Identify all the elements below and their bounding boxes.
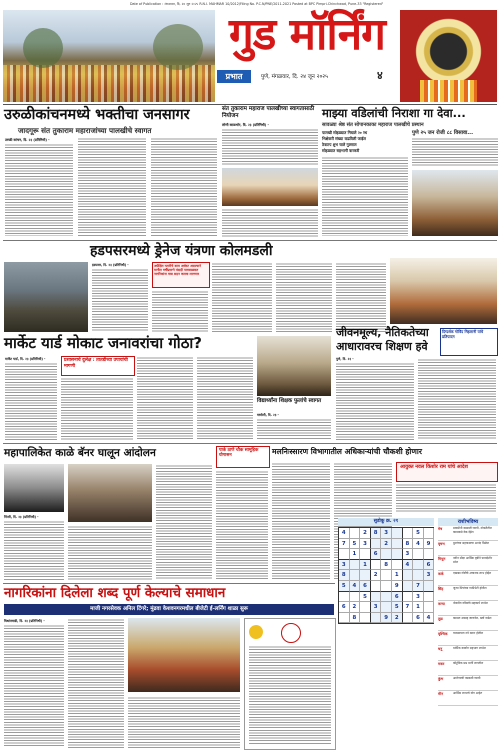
mazya-vadil-list-item: सोहळ्यात सहभागी वारकरी <box>322 148 360 153</box>
jeevanmulya-side <box>440 328 498 356</box>
palkhi-body-col2 <box>78 137 146 236</box>
rashi-text: जुन्या मित्रांच्या गाठीभेटी होतील <box>453 586 487 590</box>
market-yard-body-col3 <box>137 356 193 440</box>
sudoku-cell <box>403 592 414 603</box>
sudoku-cell: 8 <box>381 560 392 571</box>
pune-vari-headline: पुणे २५ जन रोजी ८८ विसावा... <box>412 130 474 136</box>
masthead-brand: प्रभात <box>225 72 243 81</box>
market-yard-sidebox <box>61 356 135 376</box>
sudoku-cell: 7 <box>339 539 350 550</box>
rashi-sign: वृषभ <box>438 542 445 546</box>
rashi-item <box>438 586 498 601</box>
nagarikanna-photo <box>128 618 240 692</box>
masthead-photo-crowd <box>3 10 215 102</box>
rashi-item <box>438 601 498 616</box>
rashi-text: कामात उत्साह जाणवेल, खर्च वाढेल <box>453 616 492 620</box>
rashi-item <box>438 661 498 676</box>
sudoku-cell: 8 <box>371 528 382 539</box>
sudoku-cell: 3 <box>360 539 371 550</box>
rashi-sign: धनु <box>438 647 443 651</box>
sudoku-cell <box>403 570 414 581</box>
sudoku-cell: 4 <box>413 539 424 550</box>
rashi-sign: मिथुन <box>438 557 446 561</box>
sudoku-cell <box>339 592 350 603</box>
rashi-sign: कर्क <box>438 572 444 576</box>
sudoku-cell <box>350 570 361 581</box>
sudoku-cell: 2 <box>350 602 361 613</box>
sudoku-cell <box>403 528 414 539</box>
sudoku-cell: 3 <box>424 570 435 581</box>
nagarikanna-body-col1 <box>4 624 64 748</box>
jeevanmulya-byline: पुणे, दि. २३ - <box>336 357 354 361</box>
mazya-vadil-list <box>322 130 406 154</box>
sudoku-cell <box>424 592 435 603</box>
sudoku-cell <box>371 581 382 592</box>
palkhi-body-col1 <box>5 143 73 236</box>
mahapalika-photo2 <box>68 464 152 522</box>
market-yard-photo <box>257 336 331 396</box>
hadapsar-body-col1 <box>92 268 148 332</box>
hadapsar-box-text: अपेक्षित गटारीचे काम अर्धवट असल्याने मागील वर्षीप्रमाणे यंदाही पावसाळ्यात नागरिकांना त्रास सहन करावा लागणार <box>154 264 201 277</box>
malnisaran-box-text: आयुक्त नवल किशोर राम यांचे आदेश <box>400 464 468 470</box>
sudoku-cell <box>339 549 350 560</box>
nagarikanna-subhead: माजी नगरसेवक अनिल टिंगरे; मुंढवा केशवनगरमधील बीजेटी ई-लर्निंग शाळा सुरू <box>90 606 248 612</box>
sant-tukaram-body <box>222 128 318 166</box>
vidyarthi-byline: वाघोली, दि. २३ - <box>257 413 279 417</box>
mahapalika-body-col1 <box>4 520 64 580</box>
rashi-sign: तूळ <box>438 617 443 621</box>
rashi-text: धार्मिक कार्यात सहभाग लाभेल <box>453 646 486 650</box>
rashi-text: कौटुंबिक प्रश्न मार्गी लागतील <box>453 661 484 665</box>
nagarikanna-body-col3 <box>128 696 240 748</box>
sant-tukaram-byline: लोणी काळभोर, दि. २३ (प्रतिनिधी) - <box>222 123 269 127</box>
malnisaran-headline: मलनिःस्सारण विभागातील अधिकाऱ्यांची चौकशी होणार <box>272 447 422 456</box>
sudoku-cell: 9 <box>381 613 392 624</box>
mazya-vadil-list-item: भिक्षेकरी संख्या वाढविली जाईल <box>322 136 366 141</box>
mazya-vadil-list-item: पालखी सोहळ्यात निघाले २० रथ <box>322 130 368 135</box>
sudoku-cell: 8 <box>339 570 350 581</box>
rashi-sign: मकर <box>438 662 445 666</box>
rashi-title: राशीभविष्य <box>438 518 498 526</box>
sudoku-cell: 4 <box>350 581 361 592</box>
rashi <box>438 518 498 696</box>
rashi-item <box>438 631 498 646</box>
sudoku-cell <box>403 581 414 592</box>
sudoku-grid <box>338 527 434 624</box>
rashi-item <box>438 541 498 556</box>
sudoku-cell: 4 <box>424 613 435 624</box>
rashi-item <box>438 646 498 661</box>
hadapsar-body-col4 <box>276 262 332 332</box>
sant-tukaram-headline: संत तुकाराम महाराज पालखीच्या स्वागतासाठी नियोजन <box>222 106 315 119</box>
sant-tukaram-photo <box>222 168 318 206</box>
sudoku-cell <box>350 528 361 539</box>
nagarikanna-byline: विश्रांतवाडी, दि. २३ (प्रतिनिधी) - <box>4 619 45 623</box>
rashi-text: नोकरीत वरिष्ठांचे सहकार्य लाभेल <box>453 601 488 605</box>
mahapalika-headline: महापालिकेत काळे बॅनर घालून आंदोलन <box>4 447 156 459</box>
sudoku-cell: 4 <box>339 528 350 539</box>
rashi-item <box>438 676 498 691</box>
sudoku-cell: 3 <box>371 602 382 613</box>
masthead-dateline: पुणे, मंगळवार, दि. २४ जून २०२५ <box>261 74 329 80</box>
rashi-text: प्रवासीनी काळजी घ्यावी, नोकरीतील कामाकडे वेळ देईल <box>453 526 492 534</box>
sudoku-cell: 5 <box>339 581 350 592</box>
sudoku-cell: 5 <box>360 592 371 603</box>
mahapalika-body-col3 <box>156 464 212 580</box>
vidyarthi-headline: विद्यार्थ्यांना शिक्षक फुलांचे स्वागत <box>257 398 322 404</box>
sudoku-cell: 5 <box>413 528 424 539</box>
sudoku-cell <box>360 602 371 613</box>
masthead <box>217 10 397 82</box>
rashi-sign: मीन <box>438 692 444 696</box>
page-number: ४ <box>377 69 383 82</box>
market-yard-sidebox-text: प्रशासनाचे दुर्लक्ष : तातडीच्या उपायांची मागणी <box>64 358 128 369</box>
rashi-sign: कुंभ <box>438 677 444 681</box>
rashi-item <box>438 526 498 541</box>
sudoku-cell <box>381 549 392 560</box>
sudoku-cell: 3 <box>403 549 414 560</box>
sudoku-cell <box>360 570 371 581</box>
sudoku-cell: 1 <box>350 549 361 560</box>
sudoku-cell <box>371 560 382 571</box>
sudoku-cell: 7 <box>413 581 424 592</box>
yoga-sidebox-text: पार्क ठाणे चौक सामूहिक योगासन <box>219 448 259 459</box>
sudoku-cell: 6 <box>413 613 424 624</box>
sudoku-cell <box>392 528 403 539</box>
sudoku-cell <box>403 613 414 624</box>
jeevanmulya-headline: जीवनमूल्य, नैतिकतेच्या आधारावरच शिक्षण हवे <box>336 326 429 353</box>
hadapsar-box <box>152 262 210 288</box>
mazya-vadil-list-item: ठेवाटप शुभ चाले गुल्लाल <box>322 142 357 147</box>
sudoku-cell: 1 <box>360 560 371 571</box>
jeevanmulya-photo <box>390 258 497 324</box>
sudoku-cell <box>392 549 403 560</box>
sudoku-cell <box>381 592 392 603</box>
sudoku-cell <box>360 549 371 560</box>
sudoku-cell: 1 <box>413 602 424 613</box>
sudoku-cell: 9 <box>424 539 435 550</box>
section-rule <box>3 583 335 584</box>
sudoku-cell <box>350 560 361 571</box>
rashi-text: मुलांच्या सहवासाचा आनंद मिळेल <box>453 541 489 545</box>
sudoku-cell <box>424 602 435 613</box>
sudoku-cell: 8 <box>403 539 414 550</box>
mazya-vadil-subhead: सावळ्या श्रेष्ठ संत सोपानकाका महाराज पालखीचे प्रस्थान <box>322 122 424 128</box>
market-yard-byline: मार्केट यार्ड, दि. २३ (प्रतिनिधी) - <box>5 357 46 361</box>
masthead-title: गुड मॉर्निंग <box>229 9 385 60</box>
hadapsar-body-col2 <box>152 290 208 332</box>
sudoku-cell <box>350 592 361 603</box>
rashi-sign: वृश्चिक <box>438 632 448 636</box>
yoga-sidebox <box>216 446 270 468</box>
sudoku-cell <box>371 613 382 624</box>
hadapsar-photo <box>4 262 88 332</box>
section-rule <box>3 240 497 241</box>
jeevanmulya-body-col1 <box>336 362 414 440</box>
malnisaran-box <box>396 462 498 482</box>
yoga-body <box>216 470 268 580</box>
sudoku-cell <box>371 592 382 603</box>
rashi-item <box>438 556 498 571</box>
masthead-brand-box <box>217 70 251 83</box>
sudoku-cell <box>424 581 435 592</box>
sudoku-cell <box>424 528 435 539</box>
sudoku-cell <box>413 560 424 571</box>
rashi-list <box>438 526 498 706</box>
palkhi-subhead: जादगूरू संत तुकाराम महाराजांच्या पालखीचे स्वागत <box>18 126 152 135</box>
sudoku-cell: 3 <box>413 592 424 603</box>
nagarikanna-headline: नागरिकांना दिलेला शब्द पूर्ण केल्याचे समाधान <box>4 586 226 601</box>
sudoku-cell: 9 <box>392 581 403 592</box>
sudoku-cell: 7 <box>403 602 414 613</box>
sudoku-cell: 2 <box>360 528 371 539</box>
sudoku-cell: 2 <box>371 570 382 581</box>
sudoku-title: सुडोकू क्र. २१ <box>338 518 434 526</box>
jeevanmulya-side-text: दिग्दर्शक गोविंद निहलानी यांचे प्रतिपादन <box>442 329 484 339</box>
sudoku-cell: 6 <box>339 602 350 613</box>
sudoku-cell: 3 <box>381 528 392 539</box>
notice-logo <box>249 625 263 639</box>
hadapsar-body-col5 <box>336 262 386 332</box>
mahapalika-body-col2 <box>68 525 152 580</box>
sudoku-cell: 5 <box>392 602 403 613</box>
hadapsar-body-col3 <box>212 262 272 332</box>
market-yard-body-col1 <box>5 362 57 440</box>
rashi-text: आरोग्याची काळजी घ्यावी <box>453 676 481 680</box>
sudoku-cell: 8 <box>350 613 361 624</box>
masthead-photo-deity <box>400 10 497 102</box>
sudoku-cell <box>413 570 424 581</box>
hadapsar-byline: हडपसर, दि. २३ (प्रतिनिधी) - <box>92 263 129 267</box>
sudoku-cell <box>381 570 392 581</box>
sudoku-cell: 3 <box>339 560 350 571</box>
sudoku-cell <box>381 581 392 592</box>
palkhi-headline: उरुळीकांचनमध्ये भक्तीचा जनसागर <box>4 107 190 123</box>
publication-line: Date of Publication : मंगळवार, दि. २४ जून २०२५ R.N.I. MAHMAR 10/2012/Filing No. P.C.N/PNE/2011-2021 Posted at BPC Pimpri-Chinchwad, Pune-33 "Registered" <box>130 2 384 6</box>
mahapalika-byline: पिंपरी, दि. २३ (प्रतिनिधी) - <box>4 515 39 519</box>
sudoku-cell: 5 <box>350 539 361 550</box>
sudoku-cell: 6 <box>360 581 371 592</box>
sant-tukaram-body2 <box>222 208 318 238</box>
sudoku-cell <box>381 602 392 613</box>
rashi-item <box>438 616 498 631</box>
sudoku-cell <box>360 613 371 624</box>
rashi-sign: मेष <box>438 527 443 531</box>
rashi-sign: सिंह <box>438 587 444 591</box>
sudoku-cell <box>392 560 403 571</box>
rashi-item <box>438 691 498 706</box>
market-yard-body-col2 <box>61 377 133 440</box>
nagarikanna-body-col2 <box>68 618 124 748</box>
sudoku-cell <box>392 539 403 550</box>
malnisaran-body-col3 <box>396 483 496 513</box>
sudoku-cell: 2 <box>381 539 392 550</box>
malnisaran-body-col1 <box>272 462 330 580</box>
sudoku-cell <box>339 613 350 624</box>
sudoku-cell: 4 <box>403 560 414 571</box>
section-rule <box>3 443 497 444</box>
pune-vari-photo <box>412 170 498 236</box>
hadapsar-headline: हडपसरमध्ये ड्रेनेज यंत्रणा कोलमडली <box>90 243 273 259</box>
sudoku <box>338 518 434 668</box>
rashi-text: एखाद्या गोष्टीचे अचानक लाभ होईल <box>453 571 492 575</box>
jeevanmulya-body-col2 <box>418 358 496 440</box>
mahapalika-photo <box>4 464 64 512</box>
notice-box <box>244 618 336 750</box>
pune-vari-body <box>412 137 498 167</box>
mazya-vadil-headline: माझ्या वडिलांची निराशा गा देवा... <box>322 106 466 120</box>
rashi-sign: कन्या <box>438 602 445 606</box>
market-yard-body-col4 <box>197 356 253 440</box>
notice-emblem <box>281 623 301 643</box>
palkhi-byline: उरुळी कांचन, दि. २३ (प्रतिनिधी) - <box>5 138 50 142</box>
rashi-text: व्यवसायात नवे करार होतील <box>453 631 484 635</box>
notice-body <box>249 645 331 745</box>
rashi-item <box>438 571 498 586</box>
market-yard-headline: मार्केट यार्ड मोकाट जनावरांचा गोठा? <box>4 334 202 352</box>
sudoku-cell <box>413 549 424 560</box>
vidyarthi-body <box>257 418 331 440</box>
sudoku-cell <box>371 539 382 550</box>
nagarikanna-subhead-bar <box>4 604 334 615</box>
palkhi-body-col3 <box>151 137 217 236</box>
masthead-rule <box>3 104 497 105</box>
sudoku-cell: 6 <box>424 560 435 571</box>
sudoku-cell: 1 <box>392 570 403 581</box>
sudoku-cell: 6 <box>371 549 382 560</box>
sudoku-cell <box>424 549 435 560</box>
rashi-text: आर्थिक लाभाचे योग आहेत <box>453 691 483 695</box>
sudoku-cell: 6 <box>392 592 403 603</box>
mazya-vadil-body <box>322 156 408 236</box>
rashi-text: नवीन सौदा आर्थिक दृष्टीने फायदेशीर ठरेल <box>453 556 493 564</box>
sudoku-cell: 2 <box>392 613 403 624</box>
